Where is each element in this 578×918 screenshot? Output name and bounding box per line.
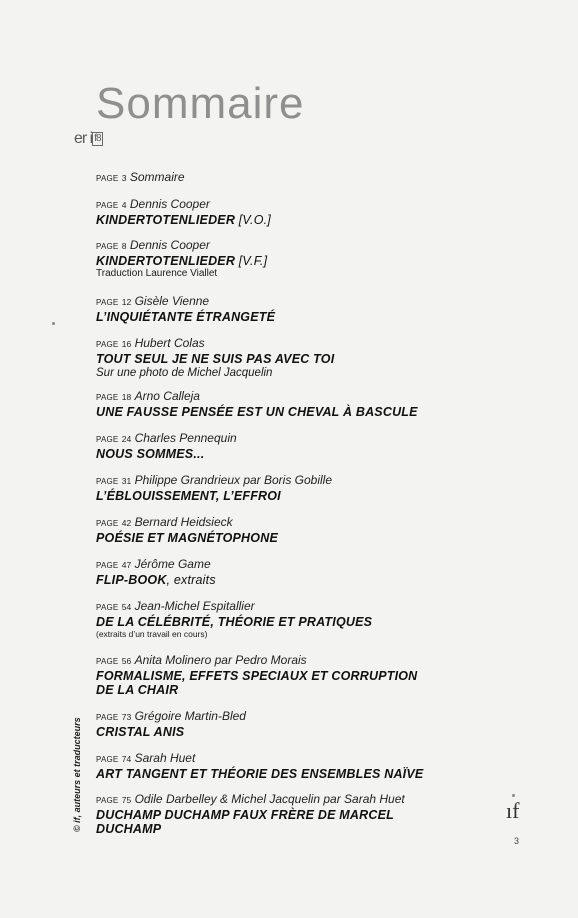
side-credit: © if, auteurs et traducteurs <box>72 717 82 832</box>
page-number: 8 <box>121 241 127 251</box>
toc-entry <box>96 515 476 545</box>
entry-author: Jérôme Game <box>134 557 211 571</box>
entry-author: Jean-Michel Espitallier <box>134 599 255 613</box>
entry-note: Traduction Laurence Viallet <box>96 268 218 279</box>
toc-entry <box>96 599 476 640</box>
entry-title: DUCHAMP DUCHAMP FAUX FRÈRE DE MARCEL <box>96 808 394 822</box>
page-label: PAGE <box>96 755 119 764</box>
entry-author: Dennis Cooper <box>129 238 210 252</box>
toc-entry <box>96 389 476 419</box>
entry-note: (extraits d’un travail en cours) <box>96 629 208 639</box>
entry-title: KINDERTOTENLIEDER <box>96 213 236 227</box>
entry-author: Gisèle Vienne <box>134 294 210 308</box>
page-label: PAGE <box>96 713 119 722</box>
toc-entry <box>96 238 476 280</box>
entry-author: Odile Darbelley & Michel Jacquelin par Sarah Huet <box>134 792 405 806</box>
page-label: PAGE <box>96 393 119 402</box>
page-number: 47 <box>121 560 132 570</box>
entry-author: Dennis Cooper <box>129 197 210 211</box>
entry-title: UNE FAUSSE PENSÉE EST UN CHEVAL À BASCULE <box>96 405 418 419</box>
folio-page-number: 3 <box>514 836 520 846</box>
page-label: PAGE <box>96 298 119 307</box>
page-label: PAGE <box>96 796 119 805</box>
entry-title-line2: DUCHAMP <box>96 822 162 836</box>
toc-entry <box>96 709 476 739</box>
entry-title: NOUS SOMMES... <box>96 447 205 461</box>
entry-title: KINDERTOTENLIEDER <box>96 254 236 268</box>
toc-entry <box>96 170 476 186</box>
toc-entry <box>96 336 476 380</box>
page-number: 24 <box>121 434 132 444</box>
toc-entry <box>96 792 476 836</box>
toc-entry <box>96 751 476 781</box>
print-speck <box>512 794 515 797</box>
page-number: 75 <box>121 795 132 805</box>
entry-author: Anita Molinero par Pedro Morais <box>134 653 307 667</box>
toc-entry <box>96 557 476 587</box>
toc-entry <box>96 431 476 461</box>
page-label: PAGE <box>96 174 119 183</box>
entry-note: Sur une photo de Michel Jacquelin <box>96 367 273 379</box>
entry-author: Sarah Huet <box>134 751 196 765</box>
page-number: 56 <box>121 656 132 666</box>
page-label: PAGE <box>96 242 119 251</box>
page-number: 16 <box>121 339 132 349</box>
entry-title: DE LA CÉLÉBRITÉ, THÉORIE ET PRATIQUES <box>96 615 373 629</box>
entry-author: Grégoire Martin-Bled <box>134 709 246 723</box>
page-number: 12 <box>121 297 132 307</box>
entry-title-suffix: [V.F.] <box>235 254 268 268</box>
entry-title-suffix: , extraits <box>166 573 216 587</box>
page-label: PAGE <box>96 477 119 486</box>
toc-entry <box>96 294 476 324</box>
entry-title: CRISTAL ANIS <box>96 725 185 739</box>
page-number: 4 <box>121 200 127 210</box>
page-label: PAGE <box>96 201 119 210</box>
title-mark-text: er i <box>74 130 93 147</box>
entry-title-line2: DE LA CHAIR <box>96 683 179 697</box>
entry-author: Bernard Heidsieck <box>134 515 233 529</box>
entry-title: FORMALISME, EFFETS SPECIAUX ET CORRUPTION <box>96 669 418 683</box>
toc-entry <box>96 473 476 503</box>
entry-title-suffix: [V.O.] <box>235 213 271 227</box>
entry-title: FLIP-BOOK <box>96 573 167 587</box>
entry-title: ART TANGENT ET THÉORIE DES ENSEMBLES NAÏVE <box>96 767 424 781</box>
page-number: 3 <box>121 173 127 183</box>
if-logo: ıf <box>506 798 520 823</box>
page-number: 73 <box>121 712 132 722</box>
entry-title: TOUT SEUL JE NE SUIS PAS AVEC TOI <box>96 352 335 366</box>
page-number: 18 <box>121 392 132 402</box>
entry-title: POÉSIE ET MAGNÉTOPHONE <box>96 531 278 545</box>
page-label: PAGE <box>96 561 119 570</box>
page-title: Sommaire <box>96 79 305 128</box>
toc-entry <box>96 653 476 697</box>
print-speck <box>52 322 55 325</box>
entry-author: Sommaire <box>129 170 185 184</box>
page-number: 74 <box>121 754 132 764</box>
entry-author: Charles Pennequin <box>134 431 237 445</box>
page-number: 54 <box>121 602 132 612</box>
page-number: 31 <box>121 476 132 486</box>
entry-author: Hubert Colas <box>134 336 205 350</box>
page-label: PAGE <box>96 603 119 612</box>
page-label: PAGE <box>96 340 119 349</box>
entry-author: Philippe Grandrieux par Boris Gobille <box>134 473 333 487</box>
page-label: PAGE <box>96 657 119 666</box>
title-mark <box>74 130 103 148</box>
page-label: PAGE <box>96 435 119 444</box>
page-label: PAGE <box>96 519 119 528</box>
entry-author: Arno Calleja <box>134 389 200 403</box>
entry-title: L’ÉBLOUISSEMENT, L’EFFROI <box>96 489 281 503</box>
page-number: 42 <box>121 518 132 528</box>
title-mark-box: f8 <box>94 133 101 144</box>
entry-title: L’INQUIÉTANTE ÉTRANGETÉ <box>96 310 276 324</box>
toc-entry <box>96 197 476 227</box>
